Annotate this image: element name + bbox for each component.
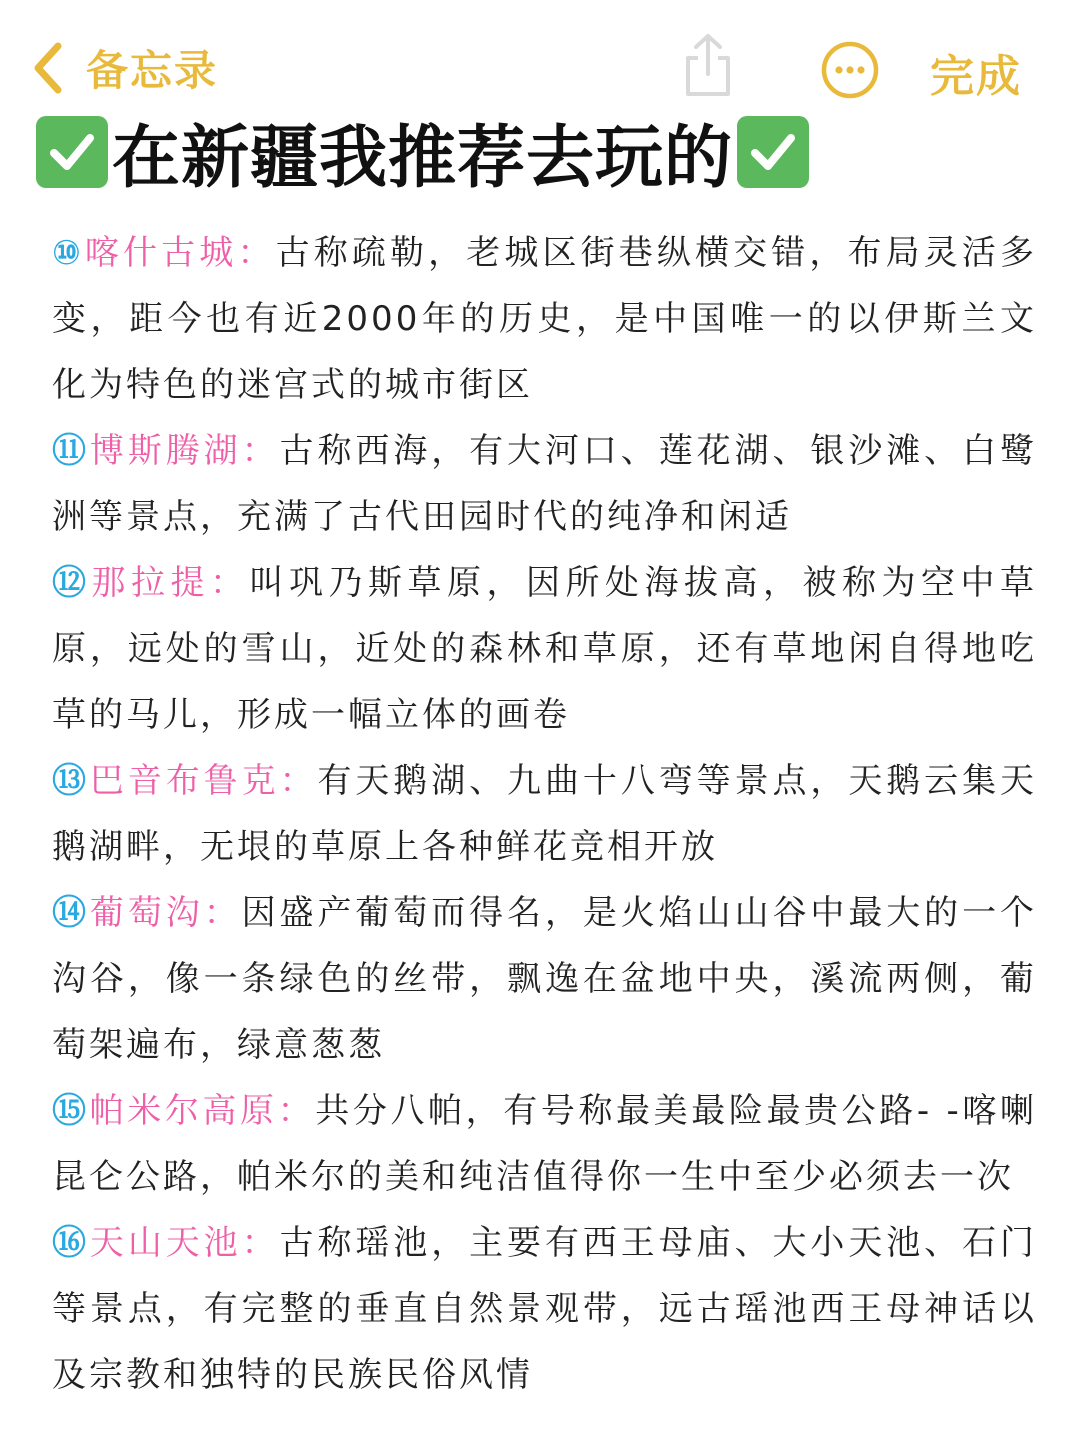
list-item <box>52 880 1037 1078</box>
note-body[interactable] <box>52 220 1037 1408</box>
item-name: 喀什古城： <box>84 233 276 273</box>
item-name: 帕米尔高原： <box>89 1091 316 1131</box>
item-number: ⑭ <box>52 893 90 933</box>
item-name: 葡萄沟： <box>89 893 242 933</box>
list-item <box>52 550 1037 748</box>
list-item <box>52 220 1037 418</box>
check-mark-icon <box>737 116 809 188</box>
page-title-text: 在新疆我推荐去玩的 <box>112 118 734 198</box>
item-number: ⑫ <box>52 563 92 603</box>
back-button[interactable] <box>30 38 218 98</box>
navigation-bar <box>0 0 1080 110</box>
list-item <box>52 748 1037 880</box>
item-name: 天山天池： <box>89 1223 280 1263</box>
item-description: 古称瑶池，主要有西王母庙、大小天池、石门等景点，有完整的垂直自然景观带，远古瑶池西王母神话以及宗教和独特的民族民俗风情 <box>52 1223 1038 1395</box>
chevron-left-icon <box>30 40 64 96</box>
item-name: 巴音布鲁克： <box>89 761 318 801</box>
list-item <box>52 1210 1037 1408</box>
list-item <box>52 1078 1037 1210</box>
item-description: 共分八帕，有号称最美最险最贵公路- -喀喇昆仑公路，帕米尔的美和纯洁值得你一生中至少必须去一次 <box>52 1091 1038 1197</box>
item-number: ⑪ <box>52 431 90 471</box>
page-title <box>36 112 809 198</box>
item-number: ⑬ <box>52 761 90 801</box>
item-description: 因盛产葡萄而得名，是火焰山山谷中最大的一个沟谷，像一条绿色的丝带，飘逸在盆地中央，溪流两侧，葡萄架遍布，绿意葱葱 <box>52 893 1038 1065</box>
item-number: ⑮ <box>52 1091 90 1131</box>
item-description: 古称疏勒，老城区街巷纵横交错，布局灵活多变，距今也有近2000年的历史，是中国唯一的以伊斯兰文化为特色的迷宫式的城市街区 <box>52 233 1038 405</box>
share-button[interactable] <box>680 32 736 98</box>
share-icon <box>680 32 736 98</box>
more-icon <box>820 40 880 100</box>
item-name: 博斯腾湖： <box>89 431 280 471</box>
item-name: 那拉提： <box>91 563 250 603</box>
more-button[interactable] <box>820 40 880 100</box>
list-item <box>52 418 1037 550</box>
check-mark-icon <box>36 116 108 188</box>
item-description: 有天鹅湖、九曲十八弯等景点，天鹅云集天鹅湖畔，无垠的草原上各种鲜花竞相开放 <box>52 761 1038 867</box>
done-button[interactable]: 完成 <box>930 51 1022 102</box>
item-number: ⑯ <box>52 1223 90 1263</box>
item-number: ⑩ <box>52 233 85 273</box>
back-label: 备忘录 <box>86 46 219 95</box>
item-description: 古称西海，有大河口、莲花湖、银沙滩、白鹭洲等景点，充满了古代田园时代的纯净和闲适 <box>52 431 1038 537</box>
item-description: 叫巩乃斯草原，因所处海拔高，被称为空中草原，远处的雪山，近处的森林和草原，还有草地闲自得地吃草的马儿，形成一幅立体的画卷 <box>52 563 1037 735</box>
